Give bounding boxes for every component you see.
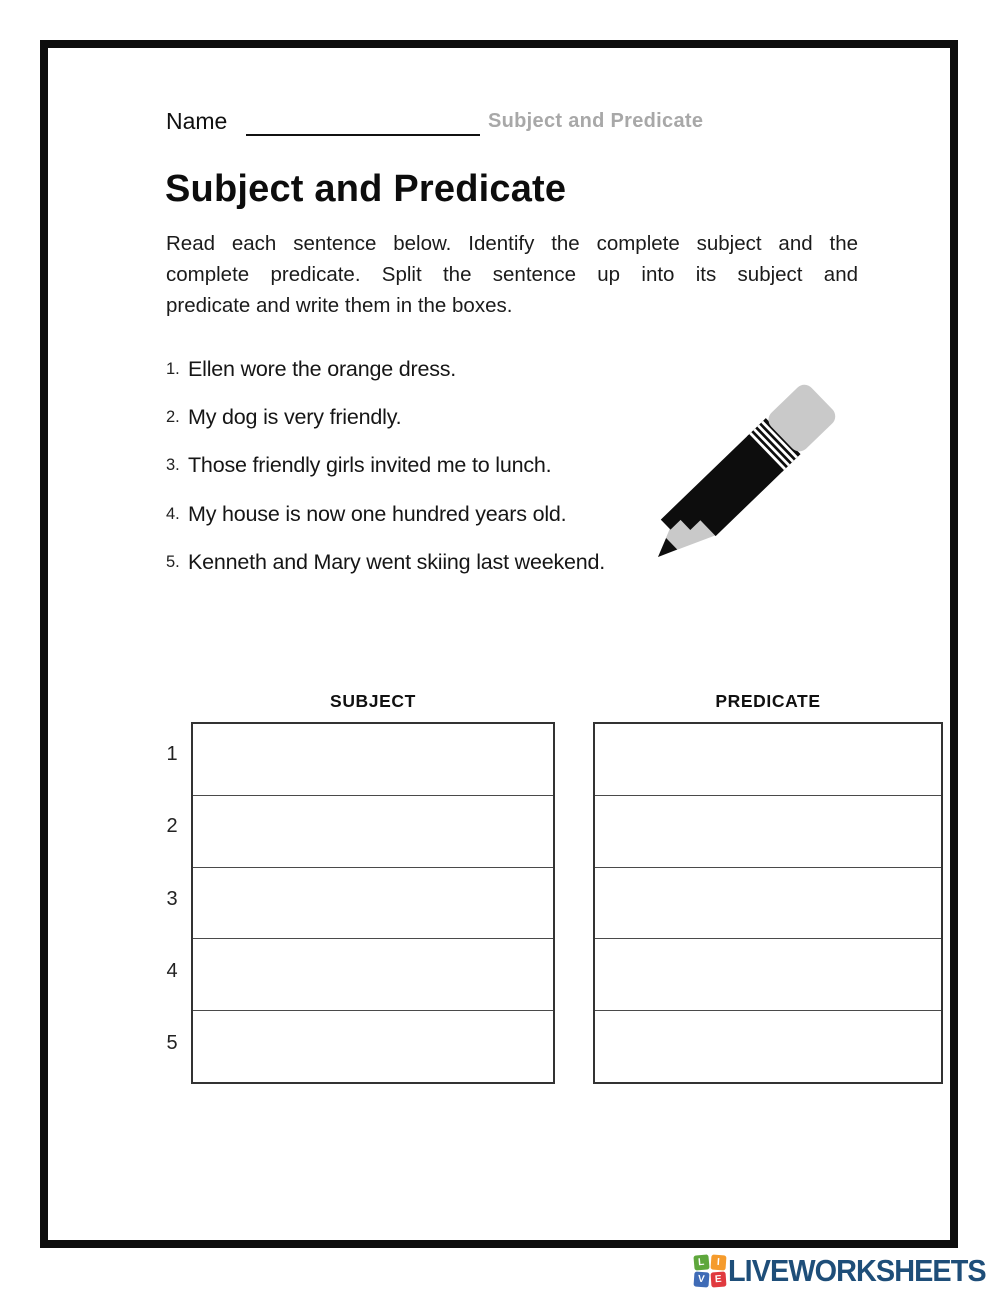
predicate-answer-cell-4[interactable] xyxy=(595,938,941,1010)
instructions xyxy=(166,228,858,321)
instructions-line: Read each sentence below. Identify the complete subject and the xyxy=(166,232,858,255)
predicate-answer-cell-3[interactable] xyxy=(595,867,941,939)
sentence-item-5 xyxy=(166,539,605,587)
subject-table xyxy=(191,722,555,1084)
subject-answer-cell-1[interactable] xyxy=(193,724,553,795)
sentence-text: My house is now one hundred years old. xyxy=(188,501,567,526)
row-number: 4 xyxy=(166,959,178,982)
logo-letter-i: I xyxy=(710,1254,726,1270)
sentence-item-1 xyxy=(166,345,605,393)
sentence-text: Kenneth and Mary went skiing last weekend. xyxy=(188,550,606,575)
liveworksheets-wordmark: LIVEWORKSHEETS xyxy=(728,1253,986,1288)
sentence-text: Ellen wore the orange dress. xyxy=(188,356,457,381)
logo-letter-l: L xyxy=(693,1254,709,1270)
sentence-number: 2. xyxy=(166,408,180,427)
subject-answer-cell-2[interactable] xyxy=(193,795,553,867)
row-number: 3 xyxy=(166,887,178,910)
sentence-number: 1. xyxy=(166,359,180,378)
instructions-line: complete predicate. Split the sentence up into its subject and xyxy=(166,263,858,286)
liveworksheets-logo[interactable] xyxy=(694,1252,1000,1290)
row-number: 1 xyxy=(166,742,178,765)
sentence-number: 4. xyxy=(166,504,180,523)
predicate-answer-cell-2[interactable] xyxy=(595,795,941,867)
name-label: Name xyxy=(166,108,228,134)
predicate-answer-cell-5[interactable] xyxy=(595,1010,941,1082)
worksheet-topic-note: Subject and Predicate xyxy=(488,110,704,132)
sentence-item-4 xyxy=(166,490,605,538)
sentence-number: 5. xyxy=(166,553,180,572)
row-number-column xyxy=(160,722,184,1084)
subject-answer-cell-3[interactable] xyxy=(193,867,553,939)
logo-letter-v: V xyxy=(693,1271,709,1287)
sentence-text: Those friendly girls invited me to lunch. xyxy=(188,453,552,478)
name-input-line[interactable] xyxy=(246,110,480,136)
page-title: Subject and Predicate xyxy=(165,168,567,210)
predicate-column-header: PREDICATE xyxy=(715,691,821,711)
worksheet-frame xyxy=(40,40,958,1248)
row-number: 2 xyxy=(166,815,178,838)
sentence-item-3 xyxy=(166,442,605,490)
predicate-answer-cell-1[interactable] xyxy=(595,724,941,795)
sentence-item-2 xyxy=(166,393,605,441)
sentence-text: My dog is very friendly. xyxy=(188,405,402,430)
pencil-icon xyxy=(648,380,844,566)
subject-column-header: SUBJECT xyxy=(330,691,416,711)
logo-letter-e: E xyxy=(710,1271,726,1287)
row-number: 5 xyxy=(166,1032,178,1055)
predicate-table xyxy=(593,722,943,1084)
subject-answer-cell-4[interactable] xyxy=(193,938,553,1010)
liveworksheets-grid-icon xyxy=(694,1255,725,1288)
sentence-number: 3. xyxy=(166,456,180,475)
subject-answer-cell-5[interactable] xyxy=(193,1010,553,1082)
sentence-list xyxy=(166,345,605,587)
instructions-line: predicate and write them in the boxes. xyxy=(166,294,513,317)
